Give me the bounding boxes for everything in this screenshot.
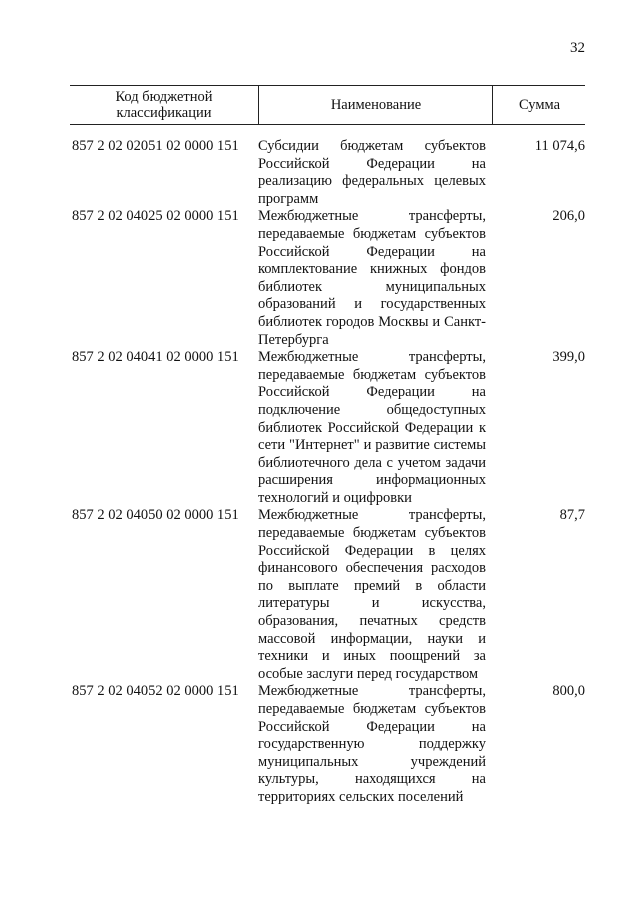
- table-row: [70, 349, 585, 507]
- row-code: 857 2 02 04041 02 0000 151: [72, 349, 239, 366]
- row-name: Межбюджетные трансферты, передаваемые бюджетам субъектов Российской Федерации на государственную поддержку муниципальных учреждений культуры, находящихся на территориях сельских поселений: [258, 683, 486, 805]
- row-sum: 206,0: [552, 208, 585, 225]
- table-row: [70, 683, 585, 806]
- table-body: [70, 138, 585, 807]
- row-name: Субсидии бюджетам субъектов Российской Федерации на реализацию федеральных целевых программ: [258, 138, 486, 207]
- header-name-label: Наименование: [330, 97, 422, 113]
- row-code: 857 2 02 04050 02 0000 151: [72, 507, 239, 524]
- table-row: [70, 138, 585, 208]
- row-code: 857 2 02 04025 02 0000 151: [72, 208, 239, 225]
- header-sum-label: Сумма: [518, 97, 561, 113]
- table-row: [70, 208, 585, 349]
- header-code-cell: [70, 86, 258, 124]
- row-sum: 399,0: [552, 349, 585, 366]
- header-sum-cell: [492, 86, 586, 124]
- row-code: 857 2 02 02051 02 0000 151: [72, 138, 239, 154]
- table-header: [70, 85, 585, 125]
- table-row: [70, 507, 585, 683]
- row-sum: 11 074,6: [534, 138, 585, 154]
- row-sum: 800,0: [552, 683, 585, 700]
- row-name: Межбюджетные трансферты, передаваемые бюджетам субъектов Российской Федерации на комплектование книжных фондов библиотек муниципальных образований и государственных библиотек городов Москвы и Санкт-Петербурга: [258, 208, 486, 348]
- header-code-label: Код бюджетной классификации: [115, 89, 213, 121]
- page-number: 32: [570, 40, 585, 56]
- header-name-cell: [258, 86, 493, 124]
- row-name: Межбюджетные трансферты, передаваемые бюджетам субъектов Российской Федерации на подключение общедоступных библиотек Российской Федерации к сети "Интернет" и развитие системы библиотечного дела с учетом задачи расширения информационных технологий и оцифровки: [258, 349, 486, 506]
- row-sum: 87,7: [559, 507, 585, 524]
- row-name: Межбюджетные трансферты, передаваемые бюджетам субъектов Российской Федерации в целях финансового обеспечения расходов по выплате премий в области литературы и искусства, образования, печатных средств массовой информации, науки и техники и иных поощрений за особые заслуги перед государством: [258, 507, 486, 682]
- row-code: 857 2 02 04052 02 0000 151: [72, 683, 239, 700]
